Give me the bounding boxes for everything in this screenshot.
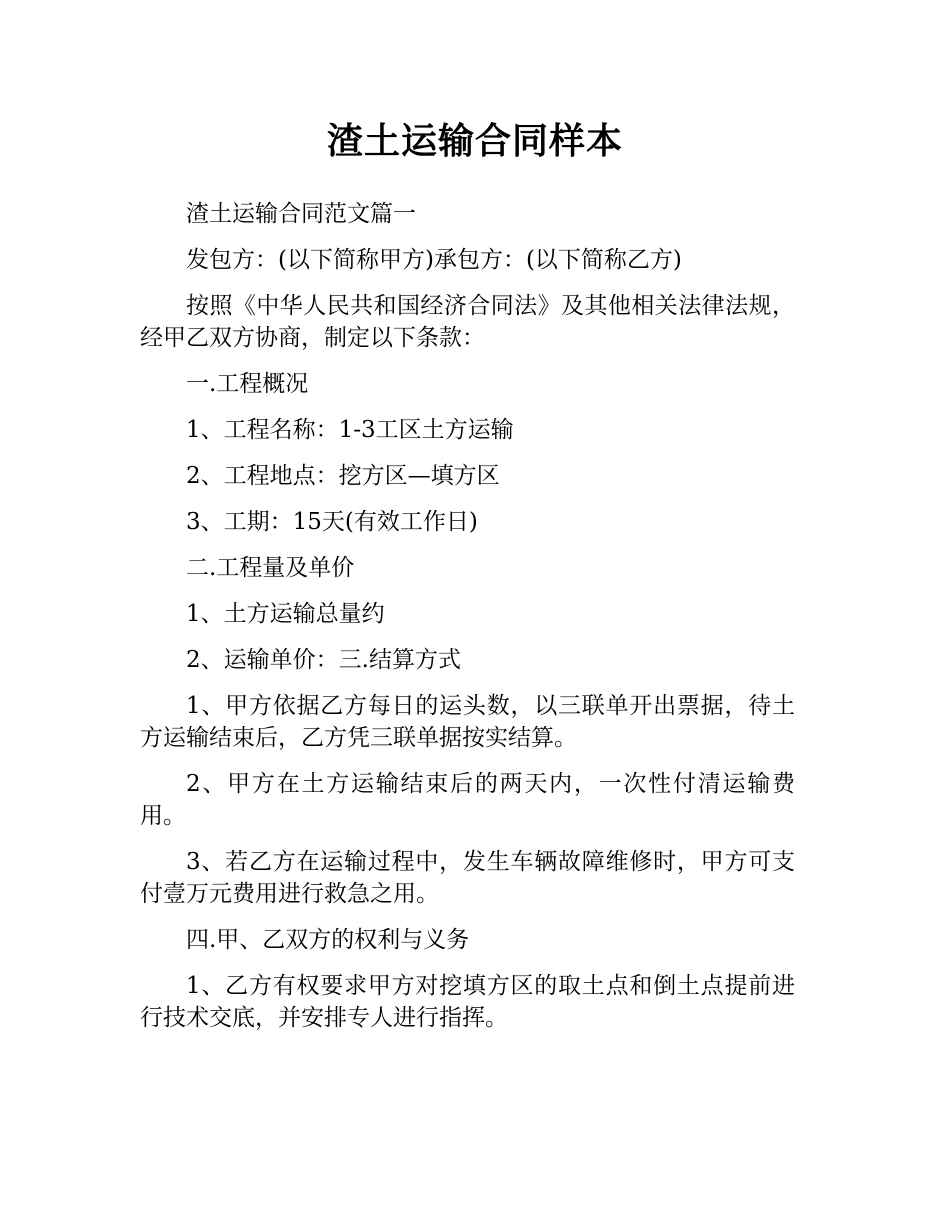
paragraph-project-duration: 3、工期：15天(有效工作日) <box>186 509 478 535</box>
section-heading-project-overview: 一.工程概况 <box>186 371 309 397</box>
paragraph-total-quantity: 1、土方运输总量约 <box>186 601 385 627</box>
paragraph-subtitle: 渣土运输合同范文篇一 <box>186 201 416 227</box>
paragraph-settlement-2: 2、甲方在土方运输结束后的两天内，一次性付清运输费用。 <box>140 771 795 829</box>
section-heading-rights-obligations: 四.甲、乙双方的权利与义务 <box>186 927 470 953</box>
paragraph-preamble: 按照《中华人民共和国经济合同法》及其他相关法律法规，经甲乙双方协商，制定以下条款： <box>140 293 795 351</box>
paragraph-project-name: 1、工程名称：1-3工区土方运输 <box>186 417 514 443</box>
document-title: 渣土运输合同样本 <box>326 121 623 162</box>
section-heading-quantity-price: 二.工程量及单价 <box>186 555 355 581</box>
document-page <box>140 0 810 1230</box>
paragraph-parties: 发包方：(以下简称甲方)承包方：(以下简称乙方) <box>186 247 682 273</box>
paragraph-rights-1: 1、乙方有权要求甲方对挖填方区的取土点和倒土点提前进行技术交底，并安排专人进行指挥。 <box>140 973 795 1031</box>
document-body <box>140 198 795 1048</box>
paragraph-project-location: 2、工程地点：挖方区—填方区 <box>186 463 500 489</box>
paragraph-settlement-1: 1、甲方依据乙方每日的运头数，以三联单开出票据，待土方运输结束后，乙方凭三联单据按实结算。 <box>140 693 795 751</box>
paragraph-unit-price: 2、运输单价：三.结算方式 <box>186 647 461 673</box>
paragraph-settlement-3: 3、若乙方在运输过程中，发生车辆故障维修时，甲方可支付壹万元费用进行救急之用。 <box>140 849 795 907</box>
